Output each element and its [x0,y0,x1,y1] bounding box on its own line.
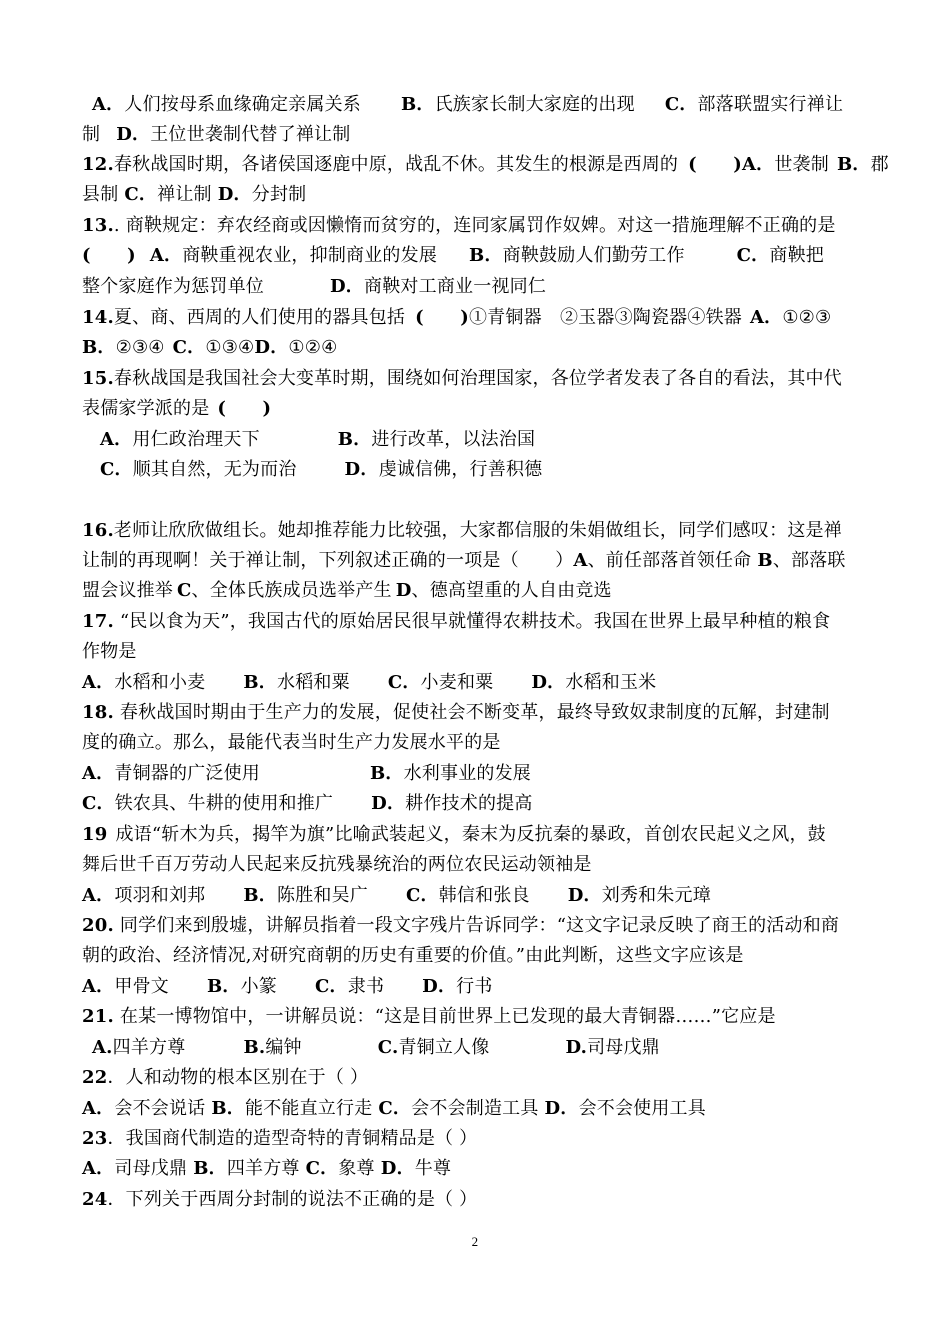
q13-d-text: 商鞅对工商业一视同仁 [364,276,547,297]
q12-paren: ( ) [688,154,742,175]
q12-b-text: 郡 [870,154,889,175]
q20-stem-2: 朝的政治、经济情况,对研究商朝的历史有重要的价值。”由此判断，这些文字应该是 [82,945,744,966]
q16-d-label: D [395,580,412,601]
q16-a-text: 、前任部落首领任命 [587,550,752,571]
q15-line-1 [82,366,877,392]
q18-a-label: A． [82,763,115,784]
q14-line-1 [82,305,877,331]
q16-b-cont: 盟会议推举 [82,580,173,601]
q24-line-1 [82,1187,877,1213]
q14-c-label: C． [172,337,206,358]
q20-line-2 [82,943,877,969]
q23-options [82,1156,877,1182]
q12-d-label: D． [217,184,252,205]
q16-b-text: 、部落联 [772,550,846,571]
q12-number: 12. [82,154,114,175]
q24-stem: ．下列关于西周分封制的说法不正确的是（ ） [107,1189,478,1210]
q11-c-cont: 制 [82,124,101,145]
q19-stem-2: 舞后世千百万劳动人民起来反抗残暴统治的两位农民运动领袖是 [82,854,592,875]
q12-b-label: B． [836,154,871,175]
q11-c-text: 部落联盟实行禅让 [697,94,844,115]
q13-line-2 [82,243,877,269]
q23-stem: ．我国商代制造的造型奇特的青铜精品是（ ） [107,1128,478,1149]
q15-a-text: 用仁政治理天下 [132,429,260,450]
q17-b-label: B． [243,672,277,693]
q11-c-label: C． [664,94,698,115]
q14-b-label: B． [82,337,116,358]
q19-b-label: B． [243,885,277,906]
q17-c-text: 小麦和粟 [420,672,494,693]
q17-line-1 [82,609,877,635]
q14-c-text: ①③④ [205,337,255,358]
q13-paren: ( ) [82,245,136,266]
q20-a-label: A． [82,976,115,997]
q18-c-label: C． [82,793,115,814]
q15-b-text: 进行改革，以法治国 [371,429,536,450]
q20-c-label: C． [315,976,348,997]
q12-a-text: 世袭制 [774,154,829,175]
q15-options-row-1 [100,427,895,453]
q23-d-label: D． [380,1158,415,1179]
q17-stem-2: 作物是 [82,641,137,662]
q13-b-text: 商鞅鼓励人们勤劳工作 [502,245,685,266]
q20-stem: 同学们来到殷墟，讲解员指着一段文字残片告诉同学：“这文字记录反映了商王的活动和商 [119,915,840,936]
q18-line-2 [82,730,877,756]
q15-c-label: C． [100,459,133,480]
q11-options-line-2 [82,122,877,148]
q13-c-cont: 整个家庭作为惩罚单位 [82,276,264,297]
q18-options-row-2 [82,791,877,817]
q20-b-label: B． [206,976,241,997]
q22-d-label: D． [544,1098,579,1119]
q14-items: ①青铜器 ②玉器③陶瓷器④铁器 [468,307,742,328]
q20-line-1 [82,913,877,939]
q19-d-text: 刘秀和朱元璋 [601,885,711,906]
q11-d-label: D． [116,124,151,145]
q22-b-label: B． [211,1098,245,1119]
q18-b-text: 水利事业的发展 [403,763,532,784]
q12-c-label: C． [124,184,158,205]
q13-d-label: D． [330,276,365,297]
q19-line-2 [82,852,877,878]
q19-a-label: A． [82,885,115,906]
q21-c-text: 青铜立人像 [398,1037,490,1058]
q17-stem: “民以食为天”，我国古代的原始居民很早就懂得农耕技术。我国在世界上最早种植的粮食 [119,611,831,632]
q18-options-row-1 [82,761,877,787]
q20-c-text: 隶书 [347,976,385,997]
q18-a-text: 青铜器的广泛使用 [114,763,260,784]
q23-b-label: B． [193,1158,227,1179]
q19-line-1 [82,822,877,848]
q14-number: 14. [82,307,114,328]
q13-number: 13. [82,215,114,236]
q14-d-text: ①②④ [288,337,338,358]
q15-number: 15. [82,368,114,389]
q22-a-text: 会不会说话 [114,1098,206,1119]
q15-stem-2: 表儒家学派的是 [82,398,210,419]
q22-c-text: 会不会制造工具 [411,1098,539,1119]
q22-c-label: C． [378,1098,412,1119]
q22-stem: ．人和动物的根本区别在于（ ） [107,1067,369,1088]
q17-a-text: 水稻和小麦 [114,672,206,693]
q11-b-label: B． [400,94,435,115]
q16-a-label: A [573,550,588,571]
q14-paren: ( ) [415,307,469,328]
q18-stem-2: 度的确立。那么，最能代表当时生产力发展水平的是 [82,732,501,753]
q22-d-text: 会不会使用工具 [578,1098,706,1119]
q23-c-label: C． [305,1158,339,1179]
q11-a-label: A． [92,94,125,115]
q15-line-2 [82,396,877,422]
q17-number: 17. [82,611,114,632]
q14-a-label: A． [749,307,783,328]
q16-stem-2: 让制的再现啊！关于禅让制，下列叙述正确的一项是（ ） [82,550,574,571]
q23-b-text: 四羊方尊 [226,1158,300,1179]
q21-a-text: 四羊方尊 [112,1037,186,1058]
q15-d-text: 虔诚信佛，行善积德 [378,459,543,480]
q17-c-label: C． [387,672,421,693]
q14-d-label: D． [254,337,289,358]
q15-paren: ( ) [217,398,272,419]
q18-stem: 春秋战国时期由于生产力的发展，促使社会不断变革，最终导致奴隶制度的瓦解，封建制 [119,702,830,723]
page-number: 2 [471,1234,479,1249]
q14-a-text: ①②③ [782,307,832,328]
q13-c-label: C． [736,245,770,266]
q13-a-text: 商鞅重视农业，抑制商业的发展 [182,245,438,266]
q11-b-text: 氏族家长制大家庭的出现 [434,94,635,115]
q23-line-1 [82,1126,877,1152]
q14-line-2 [82,335,877,361]
q19-stem: 成语“斩木为兵，揭竿为旗”比喻武装起义，秦末为反抗秦的暴政，首创农民起义之风，鼓 [115,824,826,845]
q18-number: 18. [82,702,114,723]
q13-c-text: 商鞅把 [769,245,824,266]
q15-options-row-2 [100,457,895,483]
q18-b-label: B． [369,763,404,784]
q17-options [82,670,877,696]
q23-a-text: 司母戊鼎 [114,1158,188,1179]
q21-b-text: 编钟 [265,1037,302,1058]
q15-a-label: A． [100,429,133,450]
q16-number: 16. [82,520,114,541]
q17-b-text: 水稻和粟 [277,672,350,693]
q20-d-text: 行书 [456,976,493,997]
q12-c-text: 禅让制 [157,184,212,205]
q12-line-2 [82,182,877,208]
q16-stem: 老师让欣欣做组长。她却推荐能力比较强，大家都信服的朱娟做组长，同学们感叹：这是禅 [113,520,842,541]
q24-number: 24 [82,1189,108,1210]
q20-a-text: 甲骨文 [114,976,169,997]
q19-c-label: C． [406,885,439,906]
q21-d-label: D. [565,1037,588,1058]
q21-d-text: 司母戊鼎 [587,1037,660,1058]
q14-stem: 夏、商、西周的人们使用的器具包括 [113,307,406,328]
q15-b-label: B． [337,429,372,450]
q11-d-text: 王位世袭制代替了禅让制 [150,124,351,145]
q20-d-label: D． [422,976,457,997]
q19-options [82,883,877,909]
q12-a-label: A． [741,154,775,175]
q15-stem: 春秋战国是我国社会大变革时期，围绕如何治理国家，各位学者发表了各自的看法，其中代 [113,368,842,389]
q16-line-2 [82,548,877,574]
q12-d-text: 分封制 [251,184,307,205]
q12-stem: 春秋战国时期，各诸侯国逐鹿中原，战乱不休。其发生的根源是西周的 [113,154,679,175]
q14-b-text: ②③④ [115,337,165,358]
q13-stem: . 商鞅规定：弃农经商或因懒惰而贫穷的，连同家属罚作奴婢。对这一措施理解不正确的是 [113,215,836,236]
q23-c-text: 象尊 [338,1158,375,1179]
q21-number: 21. [82,1006,114,1027]
q22-number: 22 [82,1067,108,1088]
q22-a-label: A． [82,1098,115,1119]
q16-d-text: 、德高望重的人自由竞选 [411,580,612,601]
q22-line-1 [82,1065,877,1091]
q17-a-label: A． [82,672,115,693]
q18-line-1 [82,700,877,726]
q19-number: 19 [82,824,108,845]
q19-b-text: 陈胜和吴广 [277,885,368,906]
q15-c-text: 顺其自然，无为而治 [132,459,297,480]
q16-c-label: C [177,580,192,601]
q23-a-label: A． [82,1158,115,1179]
q21-b-label: B. [243,1037,266,1058]
q13-b-label: B． [469,245,503,266]
q12-line-1 [82,152,889,178]
q18-d-text: 耕作技术的提高 [405,793,533,814]
q21-a-label: A. [92,1037,113,1058]
q11-options-line-1 [92,92,887,118]
q20-options [82,974,877,1000]
q19-a-text: 项羽和刘邦 [114,885,206,906]
q21-c-label: C. [377,1037,399,1058]
q13-line-3 [82,274,877,300]
q13-line-1 [82,213,877,239]
q18-c-text: 铁农具、牛耕的使用和推广 [114,793,334,814]
q16-line-3 [82,578,877,604]
q18-d-label: D． [371,793,406,814]
q15-d-label: D． [344,459,379,480]
q20-b-text: 小篆 [240,976,278,997]
q16-c-text: 、全体氏族成员选举产生 [191,580,392,601]
q21-stem: 在某一博物馆中，一讲解员说：“这是目前世界上已发现的最大青铜器……”它应是 [119,1006,776,1027]
q17-d-text: 水稻和玉米 [565,672,657,693]
q22-options [82,1096,877,1122]
q16-b-label: B [757,550,773,571]
q21-options [92,1035,887,1061]
q19-d-label: D． [567,885,602,906]
q21-line-1 [82,1004,877,1030]
q19-c-text: 韩信和张良 [438,885,530,906]
q23-d-text: 牛尊 [414,1158,452,1179]
q11-a-text: 人们按母系血缘确定亲属关系 [124,94,361,115]
q23-number: 23 [82,1128,108,1149]
q13-a-label: A． [149,245,183,266]
q22-b-text: 能不能直立行走 [245,1098,373,1119]
q17-d-label: D． [531,672,566,693]
q16-line-1 [82,518,877,544]
q17-line-2 [82,639,877,665]
q12-b-cont: 县制 [82,184,119,205]
q20-number: 20. [82,915,114,936]
